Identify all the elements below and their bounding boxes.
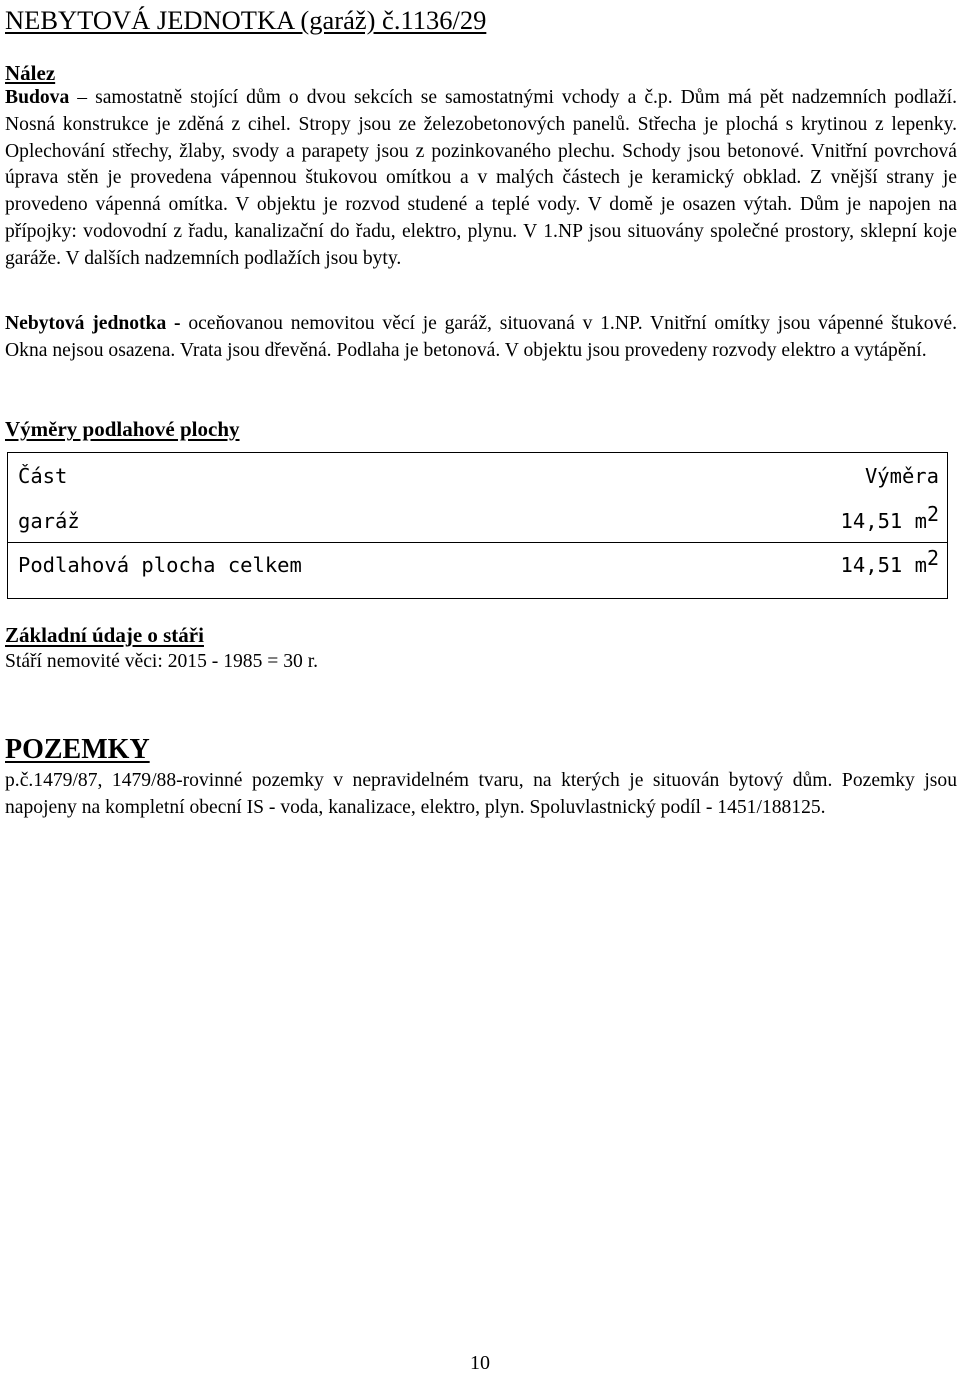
table-row — [8, 502, 947, 535]
floor-area-table — [7, 452, 948, 599]
total-area: 14,51 $m^2$ — [840, 546, 939, 577]
header-part: Část — [18, 464, 68, 488]
age-text: Stáří nemovité věci: 2015 - 1985 = 30 r. — [5, 651, 319, 672]
unit-label: Nebytová jednotka - — [5, 313, 181, 334]
building-text: – samostatně stojící dům o dvou sekcích se samostatnými vchody a č.p. Dům má pět nadzemních podlaží. Nosná konstrukce je zděná z cihel. Stropy jsou ze železobetonových panelů. Střecha je plochá s krytinou z lepenky. Oplechování střechy, žlaby, svody a parapety jsou z pozinkovaného plechu. Schody jsou betonové. Vnitřní povrchová úprava stěn je provedena vápennou štukovou omítkou a v malých částech je keramický obklad. Z vnější strany je provedeno vápenná omítka. V objektu je rozvod studené a teplé vody. V domě je osazen výtah. Dům je napojen na přípojky: vodovodní z řadu, kanalizační do řadu, elektro, plynu. V 1.NP jsou situovány společné prostory, sklepní koje garáže. V dalších nadzemních podlažích jsou byty. — [5, 87, 957, 269]
header-area: Výměra — [864, 464, 939, 488]
table-total-row — [8, 546, 947, 579]
row-part: garáž — [18, 509, 80, 533]
total-part: Podlahová plocha celkem — [18, 553, 302, 577]
row-area: 14,51 $m^2$ — [840, 502, 939, 533]
age-heading: Základní údaje o stáři — [5, 623, 204, 647]
table-header-row — [8, 462, 947, 490]
unit-text: oceňovanou nemovitou věcí je garáž, situovaná v 1.NP. Vnitřní omítky jsou vápenné štukové. Okna nejsou osazena. Vrata jsou dřevěná. Podlaha je betonová. V objektu jsou provedeny rozvody elektro a vytápění. — [5, 313, 957, 361]
building-description — [5, 85, 957, 273]
building-label: Budova — [5, 87, 70, 108]
page-number: 10 — [470, 1352, 490, 1374]
unit-description — [5, 311, 957, 365]
table-divider — [8, 542, 947, 543]
floor-area-heading: Výměry podlahové plochy — [5, 417, 240, 441]
land-description: p.č.1479/87, 1479/88-rovinné pozemky v nepravidelném tvaru, na kterých je situován bytový dům. Pozemky jsou napojeny na kompletní obecní IS - voda, kanalizace, elektro, plyn. Spoluvlastnický podíl - 1451/188125. — [5, 770, 957, 818]
document-title: NEBYTOVÁ JEDNOTKA (garáž) č.1136/29 — [5, 5, 487, 35]
land-heading: POZEMKY — [5, 734, 150, 765]
findings-heading: Nález — [5, 61, 56, 85]
